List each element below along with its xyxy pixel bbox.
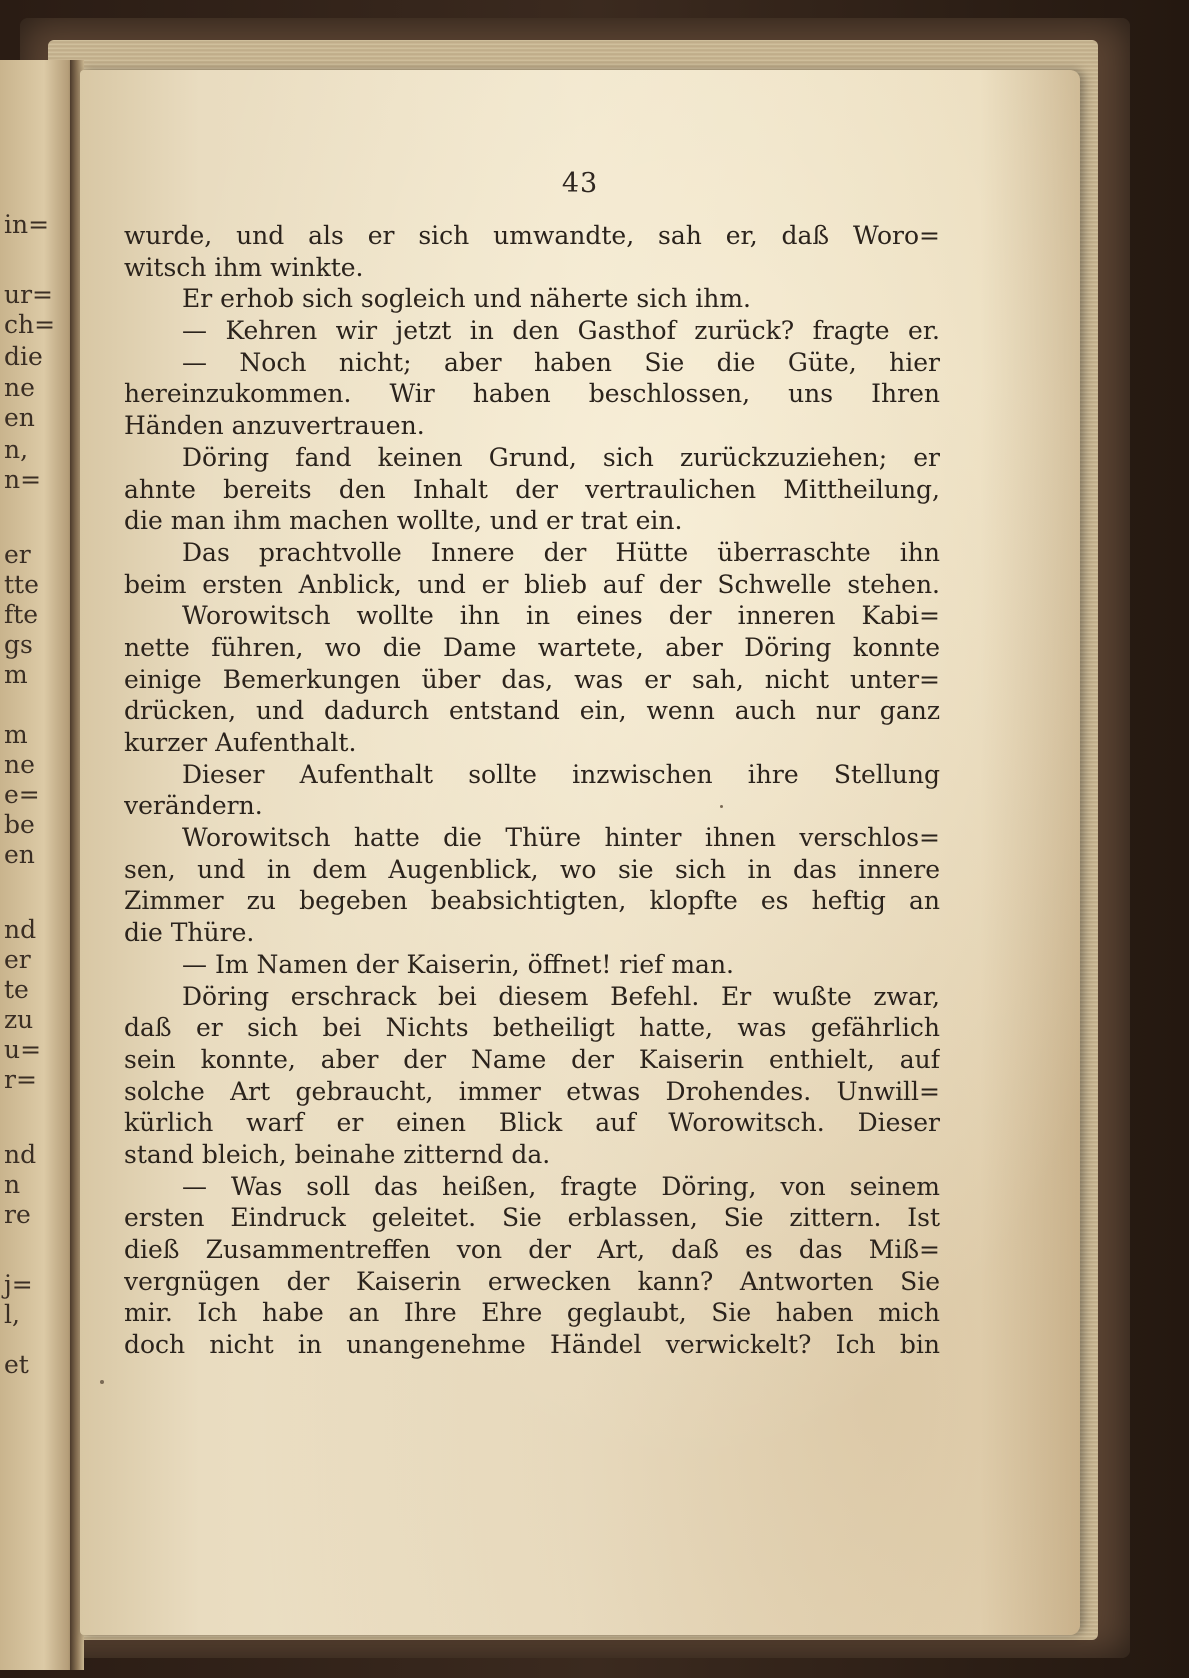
left-page-fragment: re (4, 1200, 31, 1229)
text-line: drücken, und dadurch entstand ein, wenn auch nur ganz (124, 696, 940, 726)
left-page-fragment: m (4, 660, 28, 689)
left-page-fragment: m (4, 720, 28, 749)
left-page-fragment: er (4, 945, 31, 974)
text-line: Döring erschrack bei diesem Befehl. Er wußte zwar, (182, 981, 940, 1011)
left-page-fragment: n= (4, 465, 42, 494)
text-line: ahnte bereits den Inhalt der vertraulichen Mittheilung, (124, 474, 940, 504)
left-page-fragment: en (4, 840, 35, 869)
left-page-fragment: n (4, 1170, 21, 1199)
text-line: verändern. (124, 791, 263, 821)
text-line: — Noch nicht; aber haben Sie die Güte, hier (182, 347, 940, 377)
left-page-fragment: die (4, 342, 43, 371)
text-line: vergnügen der Kaiserin erwecken kann? Antworten Sie (124, 1266, 940, 1296)
left-page-fragment: er (4, 540, 31, 569)
left-page-fragment: ch= (4, 310, 56, 339)
left-page-fragment: fte (4, 600, 39, 629)
text-line: stand bleich, beinahe zitternd da. (124, 1139, 551, 1169)
left-page-fragment: in= (4, 210, 50, 239)
text-line: Das prachtvolle Innere der Hütte überraschte ihn (182, 537, 940, 567)
left-page-fragment: en (4, 403, 35, 432)
left-page-fragment: j= (4, 1270, 33, 1299)
text-line: hereinzukommen. Wir haben beschlossen, uns Ihren (124, 379, 940, 409)
page-number: 43 (561, 168, 599, 199)
text-line: mir. Ich habe an Ihre Ehre geglaubt, Sie haben mich (124, 1298, 940, 1328)
left-page-fragment: tte (4, 570, 39, 599)
text-line: die Thüre. (124, 918, 255, 948)
text-line: solche Art gebraucht, immer etwas Drohendes. Unwill= (124, 1076, 940, 1106)
left-page-fragment: zu (4, 1005, 34, 1034)
text-line: Döring fand keinen Grund, sich zurückzuziehen; er (182, 442, 940, 472)
text-line: einige Bemerkungen über das, was er sah, nicht unter= (124, 664, 940, 694)
left-page-fragment: be (4, 810, 35, 839)
text-line: — Im Namen der Kaiserin, öffnet! rief man. (182, 949, 734, 979)
left-page-fragment: nd (4, 1140, 37, 1169)
text-line: Worowitsch hatte die Thüre hinter ihnen verschlos= (182, 823, 940, 853)
left-page-fragment: et (4, 1350, 29, 1379)
left-page-fragment: gs (4, 630, 33, 659)
paper-speck (720, 805, 723, 808)
text-line: kurzer Aufenthalt. (124, 728, 357, 757)
text-line: beim ersten Anblick, und er blieb auf der Schwelle stehen. (124, 569, 940, 599)
paper-speck (100, 1380, 104, 1384)
right-page (80, 70, 1080, 1635)
text-line: kürlich warf er einen Blick auf Worowitsch. Dieser (124, 1108, 940, 1138)
text-line: Dieser Aufenthalt sollte inzwischen ihre Stellung (182, 759, 940, 789)
text-line: Zimmer zu begeben beabsichtigten, klopfte es heftig an (124, 886, 940, 916)
text-line: nette führen, wo die Dame wartete, aber Döring konnte (124, 632, 940, 662)
left-page-fragment: ur= (4, 280, 53, 309)
left-page-fragment: ne (4, 750, 35, 779)
text-line: Er erhob sich sogleich und näherte sich ihm. (182, 284, 752, 314)
text-line: sein konnte, aber der Name der Kaiserin enthielt, auf (124, 1044, 940, 1074)
left-page-fragment: l, (4, 1300, 20, 1329)
left-page (0, 60, 80, 1670)
left-page-fragment: nd (4, 915, 37, 944)
text-line: Worowitsch wollte ihn in eines der inneren Kabi= (182, 601, 940, 631)
text-line: Händen anzuvertrauen. (124, 411, 425, 441)
text-line: wurde, und als er sich umwandte, sah er, daß Woro= (124, 221, 940, 250)
text-line: die man ihm machen wollte, und er trat ein. (124, 506, 683, 536)
left-page-fragment: ne (4, 373, 35, 402)
left-page-fragment: r= (4, 1065, 37, 1094)
text-line: — Was soll das heißen, fragte Döring, von seinem (182, 1171, 940, 1201)
text-line: witsch ihm winkte. (124, 252, 364, 282)
text-line: doch nicht in unangenehme Händel verwickelt? Ich bin (124, 1330, 940, 1360)
left-page-fragment: e= (4, 780, 40, 809)
left-page-fragment: te (4, 975, 29, 1004)
body-text (124, 220, 940, 1361)
left-page-fragment: n, (4, 435, 29, 464)
left-page-fragment: u= (4, 1035, 42, 1064)
text-line: daß er sich bei Nichts betheiligt hatte, was gefährlich (124, 1013, 940, 1043)
text-line: ersten Eindruck geleitet. Sie erblassen, Sie zittern. Ist (124, 1203, 940, 1233)
text-line: sen, und in dem Augenblick, wo sie sich in das innere (124, 854, 940, 884)
text-line: — Kehren wir jetzt in den Gasthof zurück? fragte er. (182, 316, 940, 346)
text-line: dieß Zusammentreffen von der Art, daß es das Miß= (124, 1235, 940, 1264)
